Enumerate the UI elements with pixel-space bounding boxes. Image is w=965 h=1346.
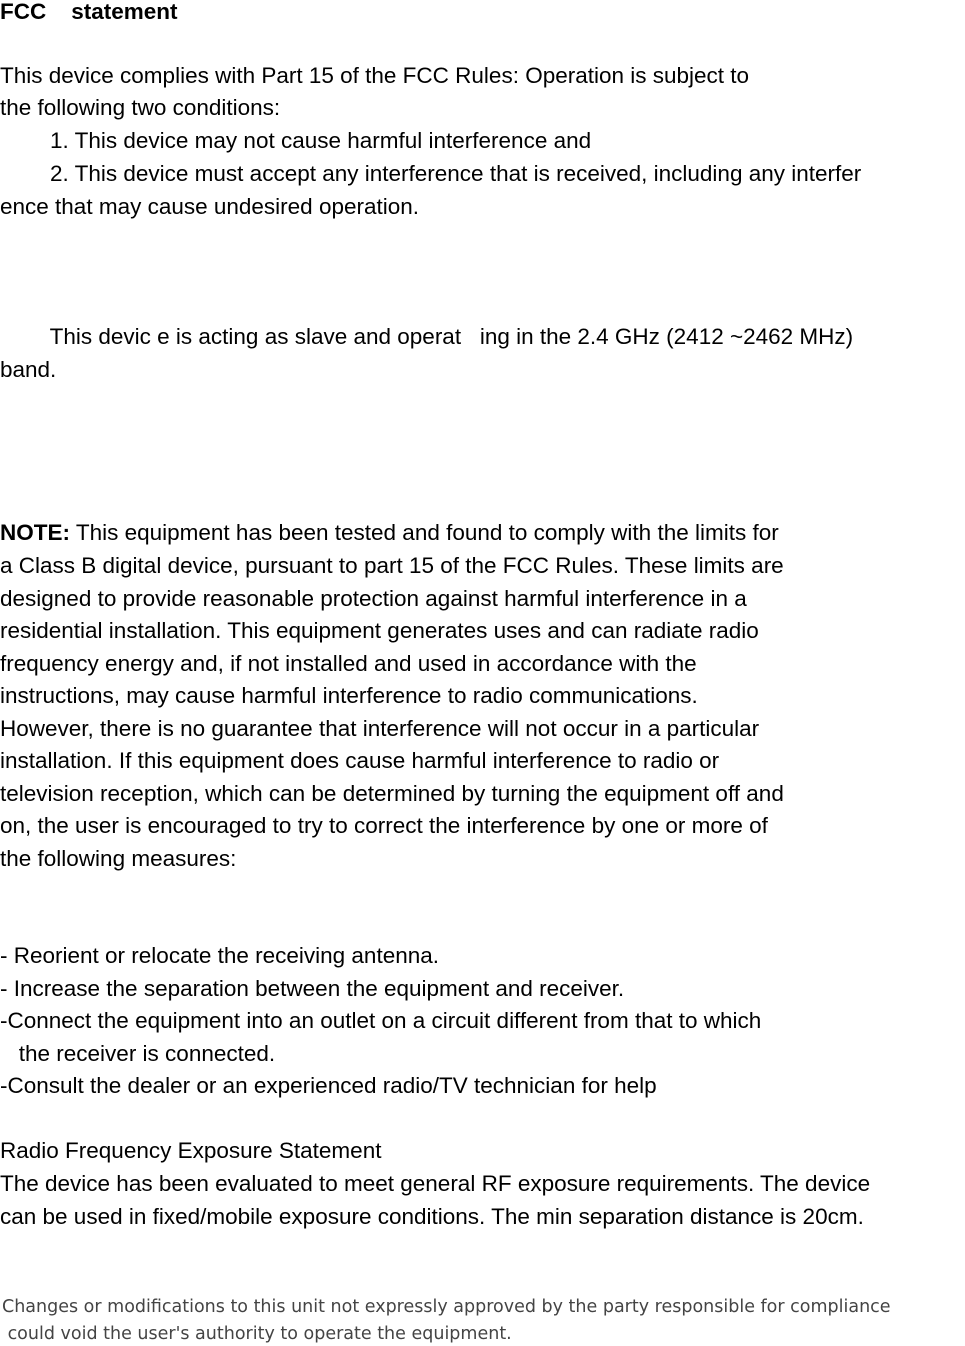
text-line: on, the user is encouraged to try to correct the interference by one or more of <box>0 813 768 838</box>
list-item: -Connect the equipment into an outlet on a circuit different from that to which <box>0 1008 762 1033</box>
text-line: This devic e is acting as slave and operat ing in the 2.4 GHz (2412 ~2462 MHz) <box>0 324 854 349</box>
text-line: frequency energy and, if not installed and used in accordance with the <box>0 651 697 676</box>
note-label: NOTE: <box>0 520 70 545</box>
list-item: -Consult the dealer or an experienced radio/TV technician for help <box>0 1073 657 1098</box>
text-line: television reception, which can be determined by turning the equipment off and <box>0 781 784 806</box>
footer-line: could void the user's authority to operate the equipment. <box>2 1324 512 1344</box>
text-line: instructions, may cause harmful interference to radio communications. <box>0 683 698 708</box>
text-line: The device has been evaluated to meet general RF exposure requirements. The device <box>0 1171 871 1196</box>
list-item: - Reorient or relocate the receiving antenna. <box>0 943 440 968</box>
text-line: However, there is no guarantee that interference will not occur in a particular <box>0 716 760 741</box>
text-line: can be used in fixed/mobile exposure conditions. The min separation distance is 20cm. <box>0 1204 864 1229</box>
text-line: band. <box>0 357 57 382</box>
page-title: FCC statement <box>0 0 178 24</box>
note-text: This equipment has been tested and found to comply with the limits for <box>70 520 779 545</box>
list-item: the receiver is connected. <box>0 1041 276 1066</box>
text-line: 2. This device must accept any interference that is received, including any interfer <box>0 161 862 186</box>
list-item: - Increase the separation between the equipment and receiver. <box>0 976 625 1001</box>
text-line: a Class B digital device, pursuant to part 15 of the FCC Rules. These limits are <box>0 553 784 578</box>
text-line: residential installation. This equipment generates uses and can radiate radio <box>0 618 759 643</box>
text-line: 1. This device may not cause harmful interference and <box>0 128 592 153</box>
text-line: designed to provide reasonable protection against harmful interference in a <box>0 586 747 611</box>
text-line: This device complies with Part 15 of the FCC Rules: Operation is subject to <box>0 63 750 88</box>
text-line: ence that may cause undesired operation. <box>0 194 420 219</box>
text-line: installation. If this equipment does cause harmful interference to radio or <box>0 748 720 773</box>
text-line: the following two conditions: <box>0 95 281 120</box>
footer-line: Changes or modifications to this unit not expressly approved by the party responsible for compliance <box>2 1297 891 1317</box>
note-first-line <box>0 522 779 545</box>
text-line: the following measures: <box>0 846 237 871</box>
section-heading: Radio Frequency Exposure Statement <box>0 1138 382 1163</box>
